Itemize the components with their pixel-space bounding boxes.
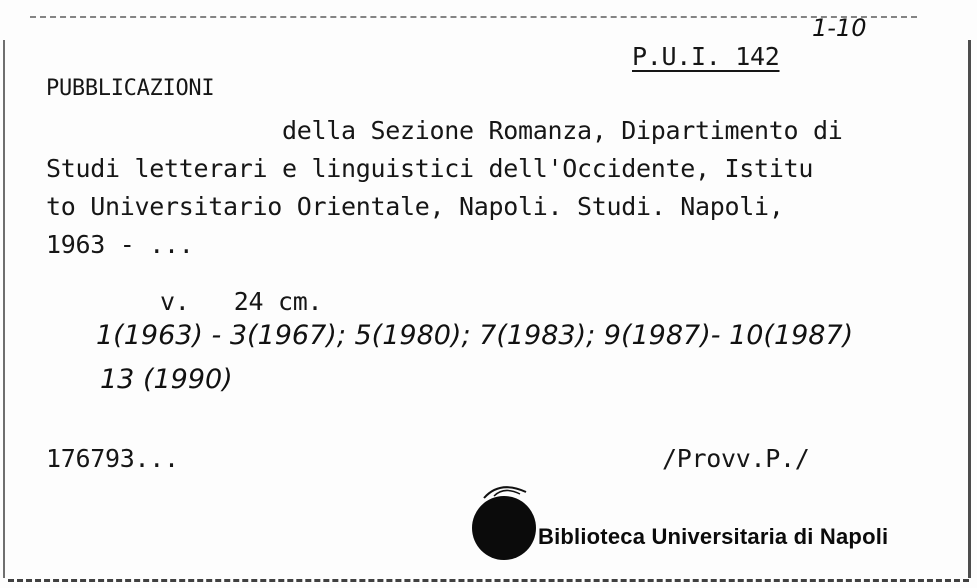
card-right-edge [968,40,971,578]
accession-number: 176793... [46,444,179,473]
stamp-disc [472,496,536,560]
library-stamp [468,472,968,582]
physical-description: v. 24 cm. [160,287,323,316]
card-top-edge [30,16,917,18]
title-line-3: to Universitario Orientale, Napoli. Studi. Napoli, [46,192,784,221]
shelfmark: P.U.I. 142 [632,42,780,71]
title-line-1: della Sezione Romanza, Dipartimento di [282,116,843,145]
title-line-2: Studi letterari e linguistici dell'Occidente, Istitu [46,154,814,183]
provenance: /Provv.P./ [662,444,810,473]
title-line-4: 1963 - ... [46,230,194,259]
holdings-line-1: 1(1963) - 3(1967); 5(1980); 7(1983); 9(1987)- 10(1987) [96,320,854,351]
handwritten-volume-range: 1-10 [812,14,867,42]
stamp-text: Biblioteca Universitaria di Napoli [538,524,889,549]
holdings-line-2: 13 (1990) [100,364,233,395]
card-heading: PUBBLICAZIONI [46,76,215,101]
card-left-edge [3,40,5,578]
